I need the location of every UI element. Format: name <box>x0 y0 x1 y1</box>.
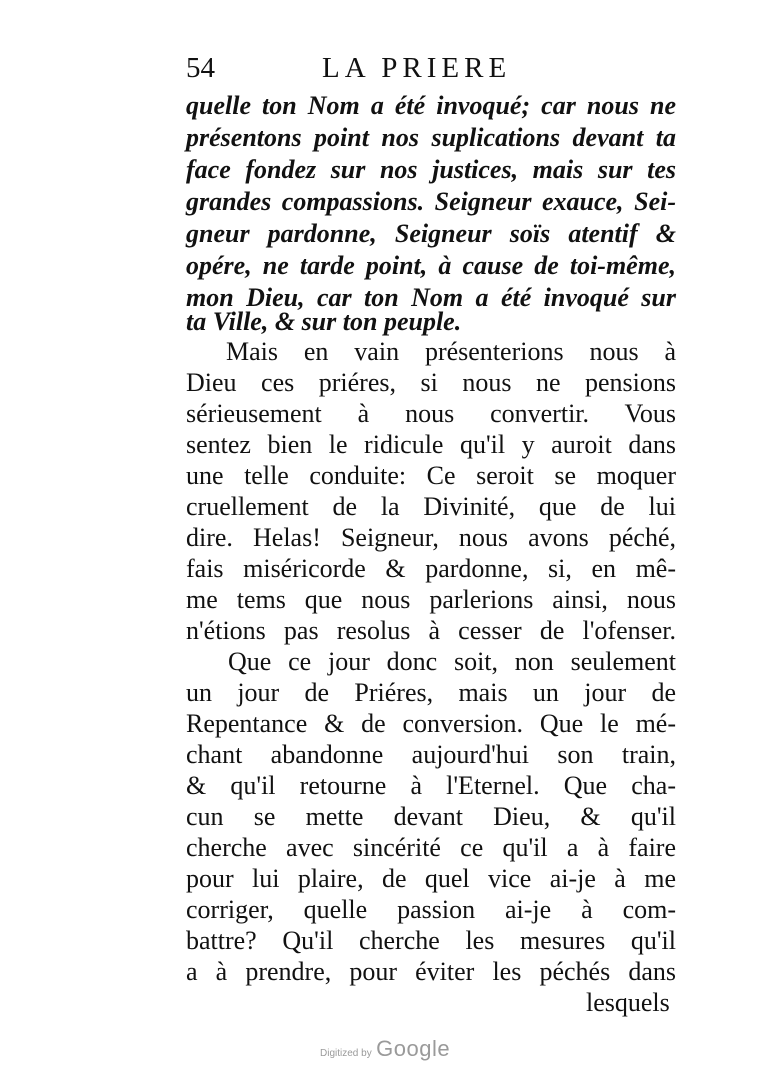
digitized-by-label: Digitized by <box>320 1048 372 1059</box>
text-line: sérieusement à nous convertir. Vous <box>186 399 676 428</box>
paragraph-first-line: Mais en vain présenterions nous à <box>226 337 676 366</box>
text-line: pour lui plaire, de quel vice ai-je à me <box>186 864 676 893</box>
text-line: un jour de Priéres, mais un jour de <box>186 678 676 707</box>
text-line: cun se mette devant Dieu, & qu'il <box>186 802 676 831</box>
text-line: sentez bien le ridicule qu'il y auroit dans <box>186 430 676 459</box>
google-logo-text: Google <box>376 1036 451 1061</box>
text-line: une telle conduite: Ce seroit se moquer <box>186 461 676 490</box>
text-line: gneur pardonne, Seigneur soïs atentif & <box>186 219 676 248</box>
text-line: a à prendre, pour éviter les péchés dans <box>186 957 676 986</box>
text-line: opére, ne tarde point, à cause de toi-même, <box>186 251 676 280</box>
text-line: Dieu ces priéres, si nous ne pensions <box>186 368 676 397</box>
text-line: chant abandonne aujourd'hui son train, <box>186 740 676 769</box>
text-line: Repentance & de conversion. Que le mé- <box>186 709 676 738</box>
paragraph-first-line: Que ce jour donc soit, non seulement <box>228 647 676 676</box>
text-line: grandes compassions. Seigneur exauce, Sei- <box>186 187 676 216</box>
text-line: & qu'il retourne à l'Eternel. Que cha- <box>186 771 676 800</box>
running-head: LA PRIERE <box>322 52 512 84</box>
text-line: présentons point nos suplications devant ta <box>186 123 676 152</box>
text-line: cruellement de la Divinité, que de lui <box>186 492 676 521</box>
text-line: fais miséricorde & pardonne, si, en mê- <box>186 554 676 583</box>
page-header <box>186 52 676 92</box>
text-line: me tems que nous parlerions ainsi, nous <box>186 585 676 614</box>
text-line: battre? Qu'il cherche les mesures qu'il <box>186 926 676 955</box>
catchword: lesquels <box>586 988 670 1017</box>
text-line: dire. Helas! Seigneur, nous avons péché, <box>186 523 676 552</box>
digitized-by-google-watermark <box>320 1036 450 1062</box>
text-line: face fondez sur nos justices, mais sur tes <box>186 155 676 184</box>
text-line: corriger, quelle passion ai-je à com- <box>186 895 676 924</box>
text-line: ta Ville, & sur ton peuple. <box>186 307 462 336</box>
text-line: n'étions pas resolus à cesser de l'ofenser. <box>186 616 676 645</box>
page-number: 54 <box>186 52 215 84</box>
text-line: mon Dieu, car ton Nom a été invoqué sur <box>186 283 676 312</box>
text-line: quelle ton Nom a été invoqué; car nous ne <box>186 91 676 120</box>
text-line: cherche avec sincérité ce qu'il a à faire <box>186 833 676 862</box>
